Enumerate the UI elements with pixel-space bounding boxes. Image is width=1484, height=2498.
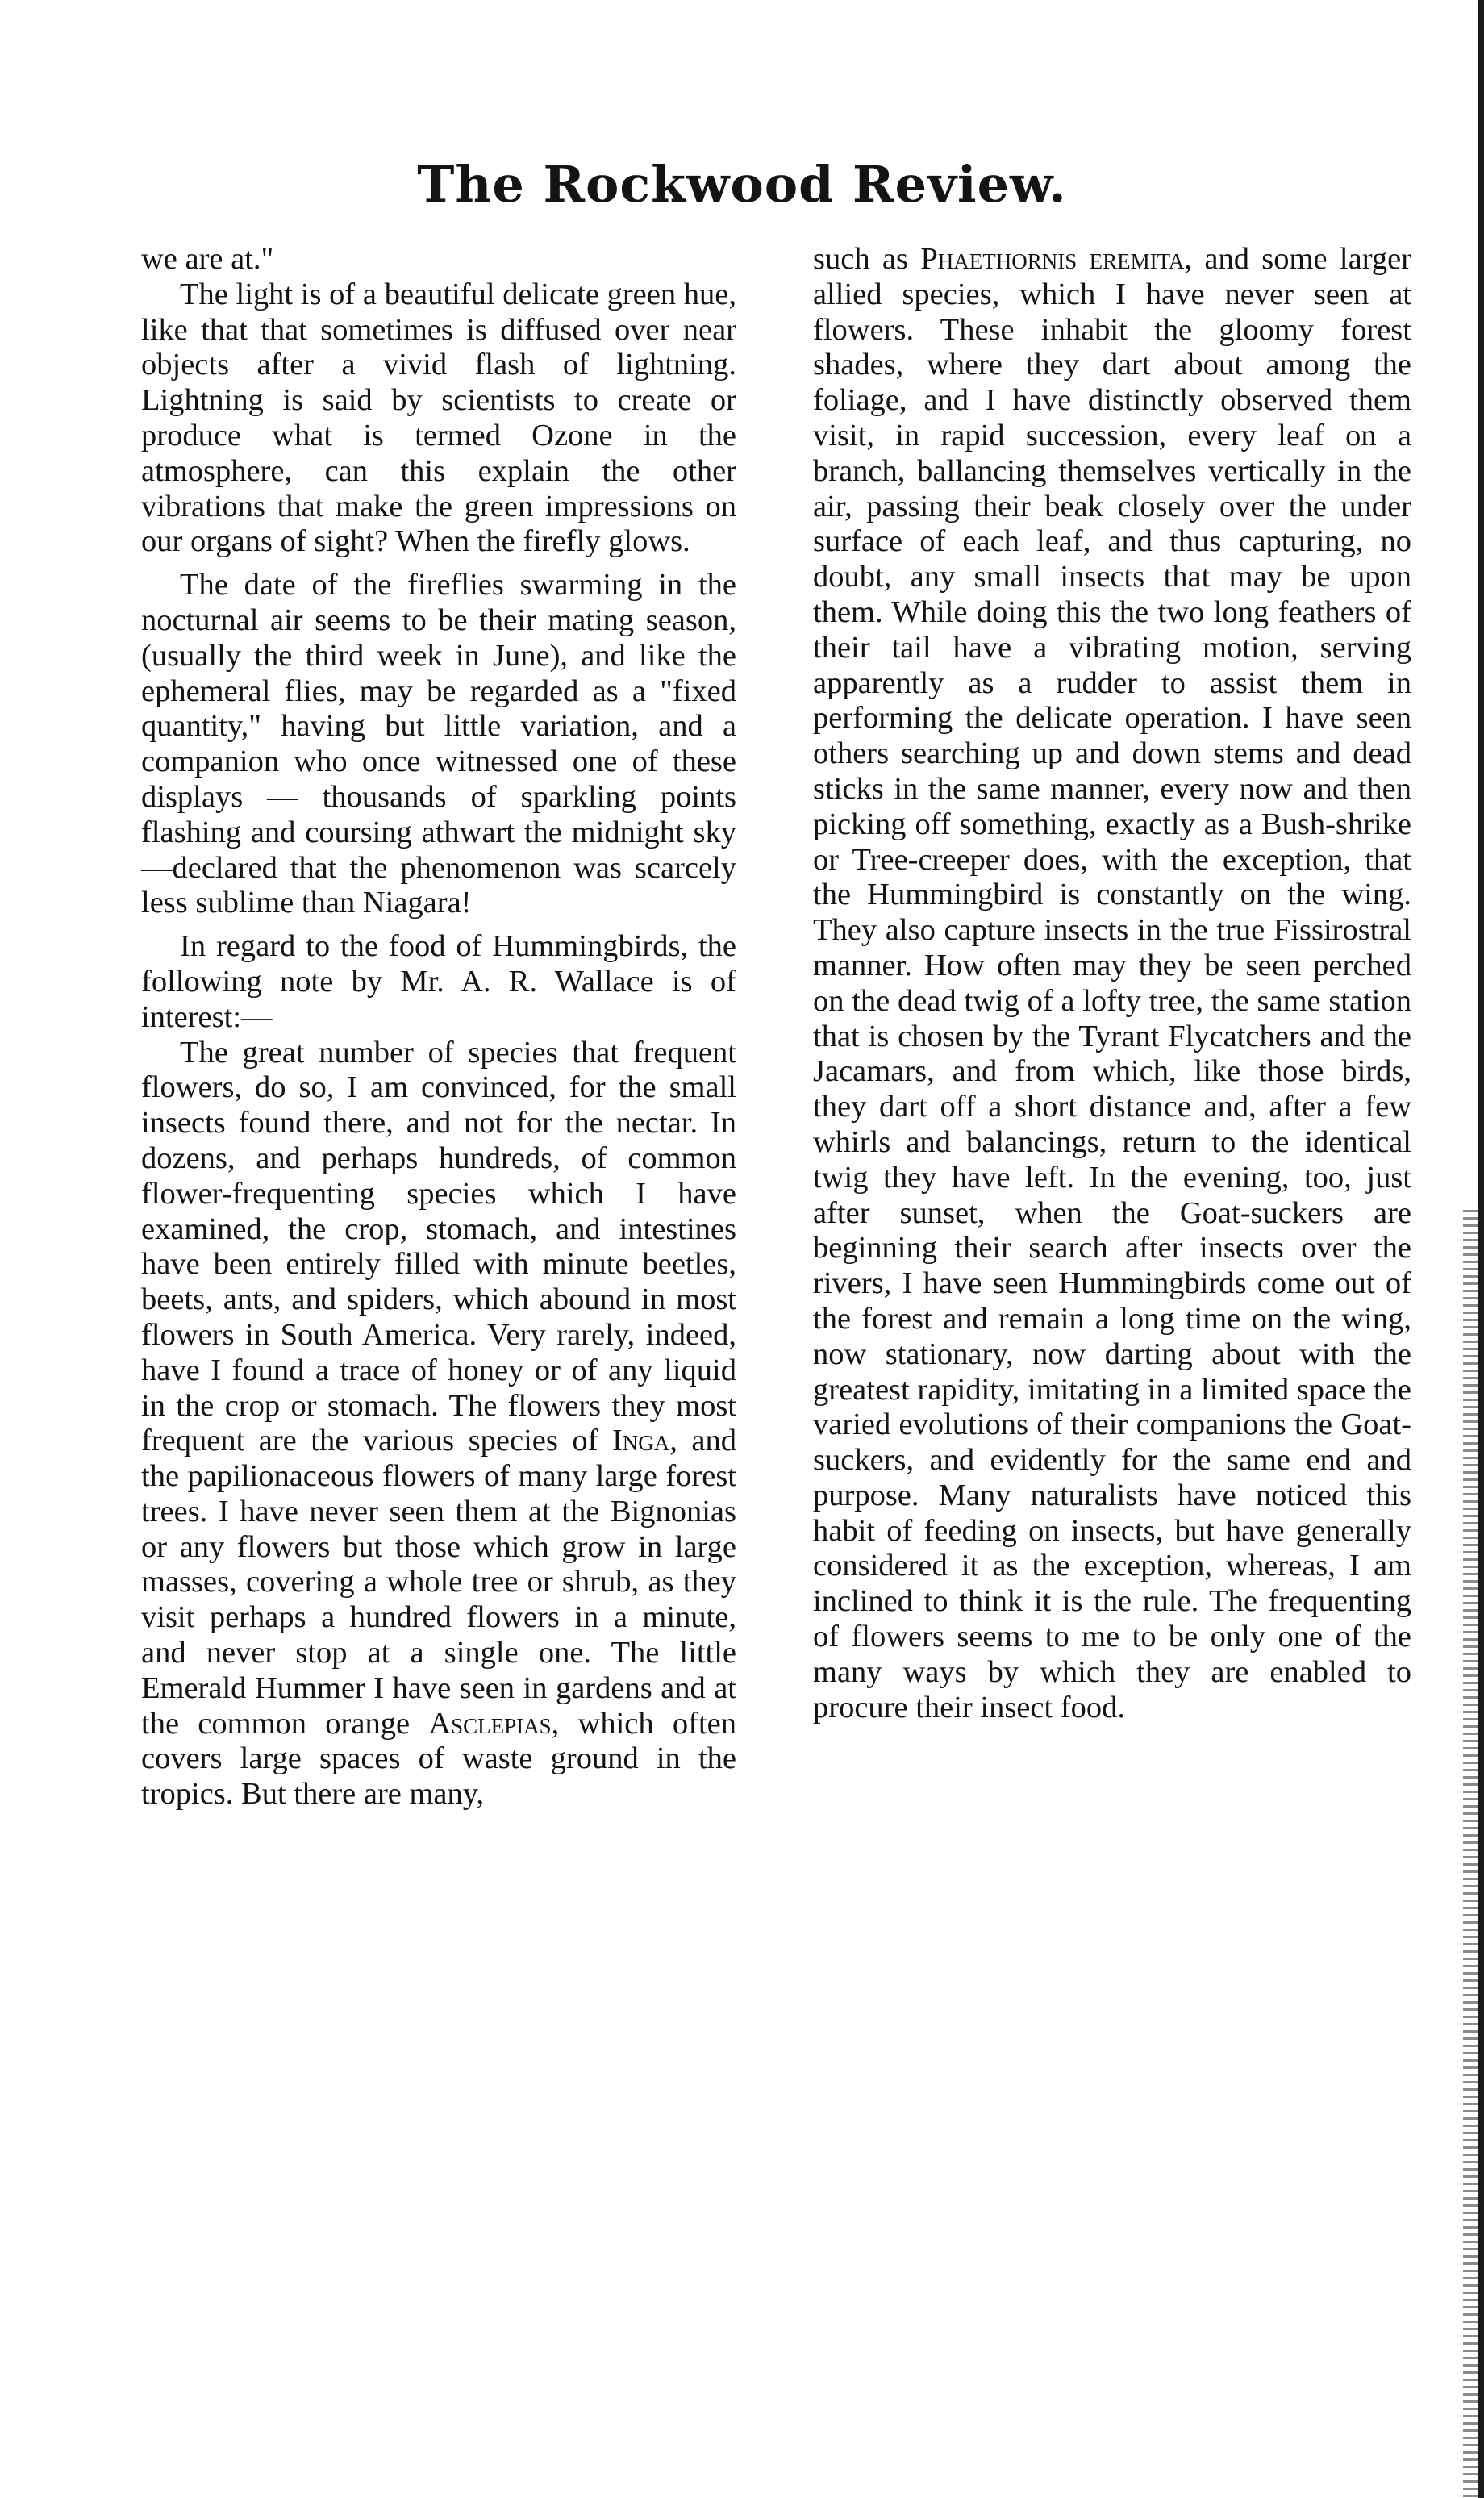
paragraph-wallace-quote-continued [813,242,1411,1725]
left-column [141,242,736,1812]
masthead-title: The Rockwood Review. [417,155,1067,214]
page-edge-border [1478,0,1484,2498]
paragraph-firefly-swarming: The date of the fireflies swarming in the nocturnal air seems to be their mating season, (usually the third week in June), and like the ephemeral flies, may be regarded as a "fixed quantity," having but little variation, and a companion who once witnessed one of these displays — thousands of sparkling points flashing and coursing athwart the midnight sky—declared that the phenomenon was scarcely less sublime than Niagara! [141,568,736,920]
genus-inga: Inga [611,1424,670,1458]
right-column [813,242,1411,1725]
page-edge-specks [1463,1210,1478,2498]
species-phaethornis: Phaethornis eremita [920,242,1185,276]
paragraph-firefly-light: The light is of a beautiful delicate green hue, like that that sometimes is diffused over near objects after a vivid flash of lightning. Lightning is said by scientists to create or produce what is termed Ozone in the atmosphere, can this explain the other vibrations that make the green impressions on our organs of sight? When the firefly glows. [141,277,736,559]
quote-text-part-1: The great number of species that frequent flowers, do so, I am convinced, for the small insects found there, and not for the nectar. In dozens, and perhaps hundreds, of common flower-frequenting species which I have examined, the crop, stomach, and intestines have been entirely filled with minute beetles, beets, ants, and spiders, which abound in most flowers in South America. Very rarely, indeed, have I found a trace of honey or of any liquid in the crop or stomach. The flowers they most frequent are the various species of [141,1035,736,1458]
genus-asclepias: Asclepias [428,1706,552,1741]
paragraph-continuation: we are at." [141,242,274,276]
quote-text-part-3: , which often covers large spaces of waste ground in the tropics. But there are many, [141,1706,736,1812]
paragraph-hummingbird-intro: In regard to the food of Hummingbirds, the following note by Mr. A. R. Wallace is of interest:— [141,929,736,1034]
paragraph-wallace-quote [141,1036,736,1813]
quote-text-part-2: , and the papilionaceous flowers of many large forest trees. I have never seen them at the Bignonias or any flowers but those which grow in large masses, covering a whole tree or shrub, as they visit perhaps a hundred flowers in a minute, and never stop at a single one. The little Emerald Hummer I have seen in gardens and at the common orange [141,1424,737,1741]
quote-text-part-5: , and some larger allied species, which I have never seen at flowers. These inhabit the gloomy forest shades, where they dart about among the foliage, and I have distinctly observed them visit, in rapid succession, every leaf on a branch, ballancing themselves vertically in the air, passing their beak closely over the under surface of each leaf, and thus capturing, no doubt, any small insects that may be upon them. While doing this the two long feathers of their tail have a vibrating motion, serving apparently as a rudder to assist them in performing the delicate operation. I have seen others searching up and down stems and dead sticks in the same manner, every now and then picking off something, exactly as a Bush-shrike or Tree-creeper does, with the exception, that the Hummingbird is constantly on the wing. They also capture insects in the true Fissirostral manner. How often may they be seen perched on the dead twig of a lofty tree, the same station that is chosen by the Tyrant Flycatchers and the Jacamars, and from which, like those birds, they dart off a short distance and, after a few whirls and balancings, return to the identical twig they have left. In the evening, too, just after sunset, when the Goat-suckers are beginning their search after insects over the rivers, I have seen Hummingbirds come out of the forest and remain a long time on the wing, now stationary, now darting about with the greatest rapidity, imitating in a limited space the varied evolutions of their companions the Goat-suckers, and evidently for the same end and purpose. Many naturalists have noticed this habit of feeding on insects, but have generally considered it as the exception, whereas, I am inclined to think it is the rule. The frequenting of flowers seems to me to be only one of the many ways by which they are enabled to procure their insect food. [813,242,1411,1724]
quote-text-part-4: such as [813,242,908,276]
